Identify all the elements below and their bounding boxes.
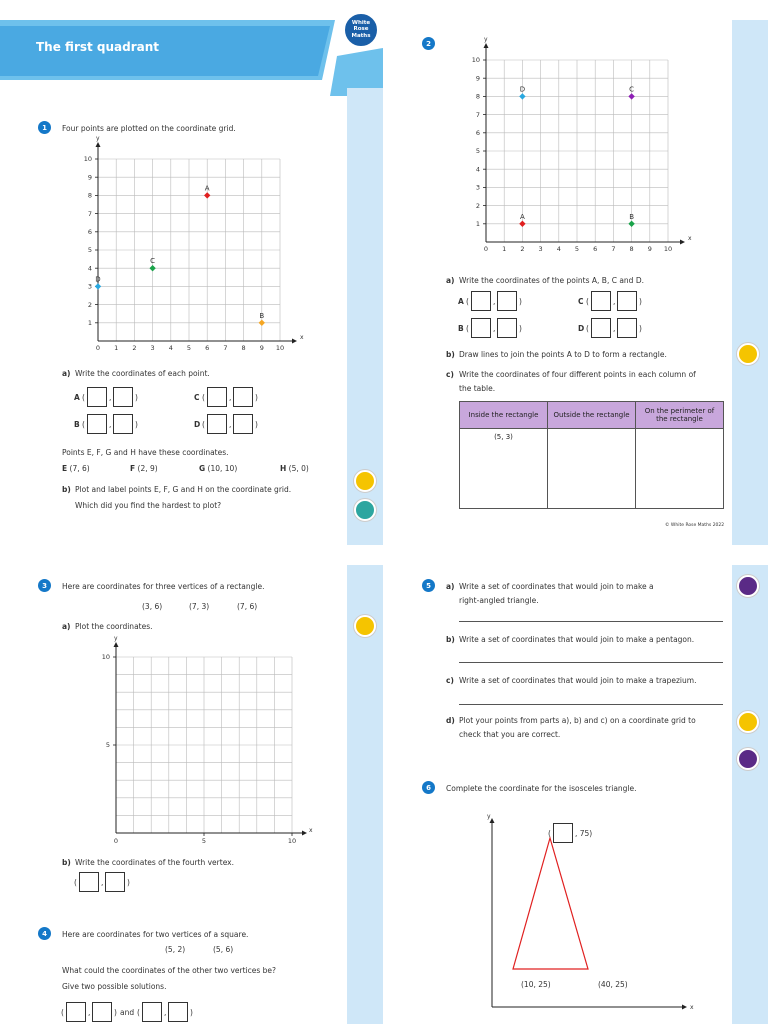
plotted-point: [149, 265, 155, 271]
part-label: c): [446, 676, 454, 685]
triangle-right-vertex: (40, 25): [598, 980, 628, 989]
question-intro: Complete the coordinate for the isosceles triangle.: [446, 784, 637, 793]
triangle-left-vertex: (10, 25): [521, 980, 551, 989]
y-tick-label: 7: [87, 209, 92, 218]
y-tick-label: 5: [105, 741, 110, 750]
triangle-axes: [480, 815, 695, 1024]
page-title: The first quadrant: [36, 40, 160, 54]
x-axis-label: x: [688, 235, 692, 242]
x-tick-label: 10: [275, 344, 285, 352]
coord-g: G (10, 10): [199, 464, 238, 473]
answer-label-b: B: [74, 420, 80, 429]
x-arrow: [680, 240, 685, 245]
y-tick-label: 3: [87, 282, 92, 291]
answer-box[interactable]: [87, 414, 107, 434]
coordinate-grid-2: [468, 37, 693, 262]
y-tick-label: 6: [87, 228, 92, 236]
part-label: d): [446, 716, 455, 725]
answer-box[interactable]: [233, 387, 253, 407]
thinking-cloud-icon: [354, 499, 376, 521]
table-cell[interactable]: (5, 3): [460, 429, 548, 509]
answer-label-c: C: [578, 297, 584, 306]
question-intro: Here are coordinates for two vertices of a square.: [62, 930, 249, 939]
isosceles-triangle: [513, 838, 588, 969]
answer-box[interactable]: [553, 823, 573, 843]
part-label: a): [446, 276, 455, 285]
pencil-icon: [737, 343, 759, 365]
x-tick-label: 9: [259, 344, 264, 352]
answer-box[interactable]: [113, 387, 133, 407]
part-text: Plot and label points E, F, G and H on the coordinate grid.: [75, 485, 292, 494]
copyright: © White Rose Maths 2022: [665, 523, 725, 528]
vertex-coord: (3, 6): [142, 602, 163, 611]
answer-box[interactable]: [207, 387, 227, 407]
part-text: Write the coordinates of the points A, B, C and D.: [459, 276, 644, 285]
answer-box[interactable]: [105, 872, 125, 892]
part-text: Draw lines to join the points A to D to form a rectangle.: [459, 350, 667, 359]
part-text: right-angled triangle.: [459, 596, 539, 605]
answer-box[interactable]: [142, 1002, 162, 1022]
answer-box[interactable]: [617, 318, 637, 338]
question-number: 2: [422, 37, 435, 50]
part-label: c): [446, 370, 454, 379]
pencil-icon: [354, 615, 376, 637]
x-tick-label: 1: [502, 245, 507, 253]
x-tick-label: 4: [556, 245, 561, 253]
y-tick-label: 10: [101, 653, 110, 662]
y-tick-label: 1: [475, 220, 480, 228]
y-tick-label: 7: [475, 110, 480, 119]
answer-label-a: A: [74, 393, 80, 402]
answer-label-a: A: [458, 297, 464, 306]
x-tick-label: 8: [629, 245, 634, 253]
x-axis-label: x: [690, 1004, 694, 1011]
worksheet-page-1: The first quadrant White Rose Maths 1 Four points are plotted on the coordinate grid. x y 0 1 1 2 2 3 3 4 4 5 5 6 6 7 7 8 8 9 9 10 10 A B C D a) Write the coordinates of each point. A ( , ) C ( , ) B ( , ) D ( , ) Points E, F, G and H have these coordinates. E (7, 6) F (2, 9) G (10, 10) H (5, 0) b) Plot and label points E, F, G and H on the coordinate grid. Which did you find the hardest to plot?: [0, 0, 383, 545]
x-tick-label: 3: [538, 245, 543, 253]
x-tick-label: 3: [150, 344, 155, 352]
x-tick-label: 5: [201, 837, 207, 845]
answer-box[interactable]: [79, 872, 99, 892]
x-tick-label: 6: [593, 245, 598, 253]
white-rose-logo: White Rose Maths: [343, 12, 379, 48]
table-header: On the perimeter of the rectangle: [636, 402, 724, 429]
part-label: a): [446, 582, 455, 591]
part-text: Write the coordinates of four different points in each column of: [459, 370, 696, 379]
y-tick-label: 8: [87, 191, 92, 200]
y-tick-label: 5: [87, 246, 92, 255]
part-text: the table.: [459, 384, 496, 393]
vertex-coord: (7, 3): [189, 602, 210, 611]
answer-box[interactable]: [233, 414, 253, 434]
part-label: b): [62, 858, 71, 867]
y-tick-label: 10: [471, 56, 480, 65]
x-tick-label: 4: [168, 344, 173, 352]
y-tick-label: 5: [475, 147, 480, 156]
y-tick-label: 8: [475, 92, 480, 101]
y-tick-label: 10: [83, 155, 92, 164]
question-number: 3: [38, 579, 51, 592]
y-tick-label: 3: [475, 183, 480, 192]
point-label: C: [629, 85, 635, 94]
vertex-coord: (5, 2): [165, 945, 186, 954]
points-text: Points E, F, G and H have these coordinates.: [62, 448, 229, 457]
answer-box[interactable]: [87, 387, 107, 407]
answer-box[interactable]: [113, 414, 133, 434]
answer-line[interactable]: [459, 704, 723, 705]
answer-box[interactable]: [497, 318, 517, 338]
x-tick-label: 5: [186, 344, 192, 352]
part-text: Plot the coordinates.: [75, 622, 153, 631]
plotted-point: [519, 93, 525, 99]
x-arrow: [302, 831, 307, 836]
plotted-point: [259, 320, 265, 326]
x-tick-label: 10: [663, 245, 673, 253]
answer-box[interactable]: [207, 414, 227, 434]
plotted-point: [519, 221, 525, 227]
coord-e: E (7, 6): [62, 464, 90, 473]
part-text: Write a set of coordinates that would join to make a pentagon.: [459, 635, 695, 644]
x-tick-label: 10: [287, 837, 297, 845]
question-number: 4: [38, 927, 51, 940]
answer-line[interactable]: [459, 662, 723, 663]
coordinate-grid-1: [80, 135, 304, 357]
x-tick-label: 8: [241, 344, 246, 352]
x-tick-label: 7: [223, 344, 228, 352]
y-tick-label: 9: [87, 173, 92, 182]
coord-f: F (2, 9): [130, 464, 158, 473]
question-number: 5: [422, 579, 435, 592]
y-axis-label: y: [487, 813, 491, 820]
triangle-top-suffix: , 75): [575, 829, 593, 838]
point-label: D: [519, 85, 526, 94]
and-text: and: [120, 1008, 135, 1017]
answer-box[interactable]: [471, 318, 491, 338]
part-text: Write the coordinates of the fourth vertex.: [75, 858, 235, 867]
table-cell[interactable]: [548, 429, 636, 509]
y-tick-label: 9: [475, 74, 480, 83]
question-intro: Here are coordinates for three vertices of a rectangle.: [62, 582, 265, 591]
part-text: Write a set of coordinates that would join to make a trapezium.: [459, 676, 697, 685]
answer-label-d: D: [578, 324, 585, 333]
answer-box[interactable]: [591, 318, 611, 338]
x-tick-label: 0: [95, 344, 101, 352]
y-arrow: [96, 142, 101, 147]
points-table: [459, 401, 724, 509]
worksheet-page-2: 2 x y 0 1 1 2 2 3 3 4 4 5 5 6 6 7 7 8 8 9 9 10 10 A B C D a) Write the coordinates of the points A, B, C and D. A ( , ) C ( , ) B ( , ) D ( , ) b) Draw lines to join the points A to D to form a rectangle. c) Write the coordinates of four different points in each column of the table. Inside the rectangle Outside the rectangle On the perimeter of the rectangle (5, 3) © White Rose Maths 2022: [385, 0, 768, 545]
part-label: b): [62, 485, 71, 494]
plotted-point: [95, 283, 101, 289]
y-tick-label: 2: [475, 201, 480, 210]
vertex-coord: (7, 6): [237, 602, 258, 611]
x-tick-label: 6: [205, 344, 210, 352]
x-arrow: [292, 339, 297, 344]
point-label: A: [520, 212, 525, 221]
x-tick-label: 0: [113, 837, 119, 845]
answer-label-b: B: [458, 324, 464, 333]
point-label: B: [629, 212, 635, 221]
answer-box[interactable]: [497, 291, 517, 311]
point-label: D: [95, 275, 101, 284]
coordinate-grid-3: [92, 637, 312, 852]
question-intro: Four points are plotted on the coordinate grid.: [62, 124, 236, 133]
part-label: a): [62, 369, 71, 378]
x-tick-label: 5: [574, 245, 580, 253]
part-label: a): [62, 622, 71, 631]
plotted-point: [628, 93, 634, 99]
y-axis-label: y: [96, 135, 100, 142]
answer-label-c: C: [194, 393, 200, 402]
answer-box[interactable]: [471, 291, 491, 311]
pencil-icon: [354, 470, 376, 492]
answer-label-d: D: [194, 420, 201, 429]
pencil-icon: [737, 711, 759, 733]
table-cell[interactable]: [636, 429, 724, 509]
x-axis-label: x: [300, 334, 304, 341]
part-text: Which did you find the hardest to plot?: [75, 501, 222, 510]
thinking-cloud-icon: [737, 575, 759, 597]
answer-box[interactable]: [92, 1002, 112, 1022]
coord-h: H (5, 0): [280, 464, 309, 473]
part-text: Plot your points from parts a), b) and c) on a coordinate grid to: [459, 716, 696, 725]
part-text: Write a set of coordinates that would join to make a: [459, 582, 654, 591]
answer-box[interactable]: [168, 1002, 188, 1022]
part-text: check that you are correct.: [459, 730, 561, 739]
table-header: Inside the rectangle: [460, 402, 548, 429]
plotted-point: [628, 221, 634, 227]
worksheet-page-4: 5 a) Write a set of coordinates that would join to make a right-angled triangle. b) Write a set of coordinates that would join to make a pentagon. c) Write a set of coordinates that would join to make a trapezium. d) Plot your points from parts a), b) and c) on a coordinate grid to check that you are correct. 6 Complete the coordinate for the isosceles triangle. x y ( , 75) (10, 25) (40, 25): [385, 553, 768, 1024]
y-axis-label: y: [484, 36, 488, 43]
sidebar-strip: [732, 20, 768, 545]
vertex-coord: (5, 6): [213, 945, 234, 954]
plotted-point: [204, 192, 210, 198]
y-tick-label: 2: [87, 300, 92, 309]
x-tick-label: 0: [483, 245, 489, 253]
x-tick-label: 7: [611, 245, 616, 253]
part-label: b): [446, 350, 455, 359]
x-axis-label: x: [309, 827, 313, 834]
answer-box[interactable]: [591, 291, 611, 311]
answer-box[interactable]: [66, 1002, 86, 1022]
y-axis-label: y: [114, 635, 118, 642]
x-tick-label: 2: [132, 344, 137, 352]
question-number: 6: [422, 781, 435, 794]
y-tick-label: 4: [87, 264, 92, 273]
worksheet-page-3: 3 Here are coordinates for three vertices of a rectangle. (3, 6) (7, 3) (7, 6) a) Plot the coordinates. x y 0 5 5 10 10 b) Write the coordinates of the fourth vertex. ( , ) 4 Here are coordinates for two vertices of a square. (5, 2) (5, 6) What could the coordinates of the other two vertices be? Give two possible solutions. ( , ) and ( , ): [0, 553, 383, 1024]
question-text: What could the coordinates of the other two vertices be?: [62, 966, 277, 975]
part-text: Write the coordinates of each point.: [75, 369, 210, 378]
x-tick-label: 1: [114, 344, 119, 352]
x-arrow: [682, 1005, 687, 1010]
point-label: B: [259, 311, 265, 320]
table-header: Outside the rectangle: [548, 402, 636, 429]
y-arrow: [114, 642, 119, 647]
question-text: Give two possible solutions.: [62, 982, 167, 991]
y-arrow: [484, 43, 489, 48]
part-label: b): [446, 635, 455, 644]
y-tick-label: 6: [475, 129, 480, 137]
y-tick-label: 4: [475, 165, 480, 174]
point-label: C: [150, 257, 156, 266]
sidebar-strip: [732, 565, 768, 1024]
x-tick-label: 9: [647, 245, 652, 253]
answer-line[interactable]: [459, 621, 723, 622]
answer-box[interactable]: [617, 291, 637, 311]
x-tick-label: 2: [520, 245, 525, 253]
thinking-cloud-icon: [737, 748, 759, 770]
point-label: A: [204, 184, 210, 193]
y-tick-label: 1: [87, 319, 92, 327]
question-number: 1: [38, 121, 51, 134]
